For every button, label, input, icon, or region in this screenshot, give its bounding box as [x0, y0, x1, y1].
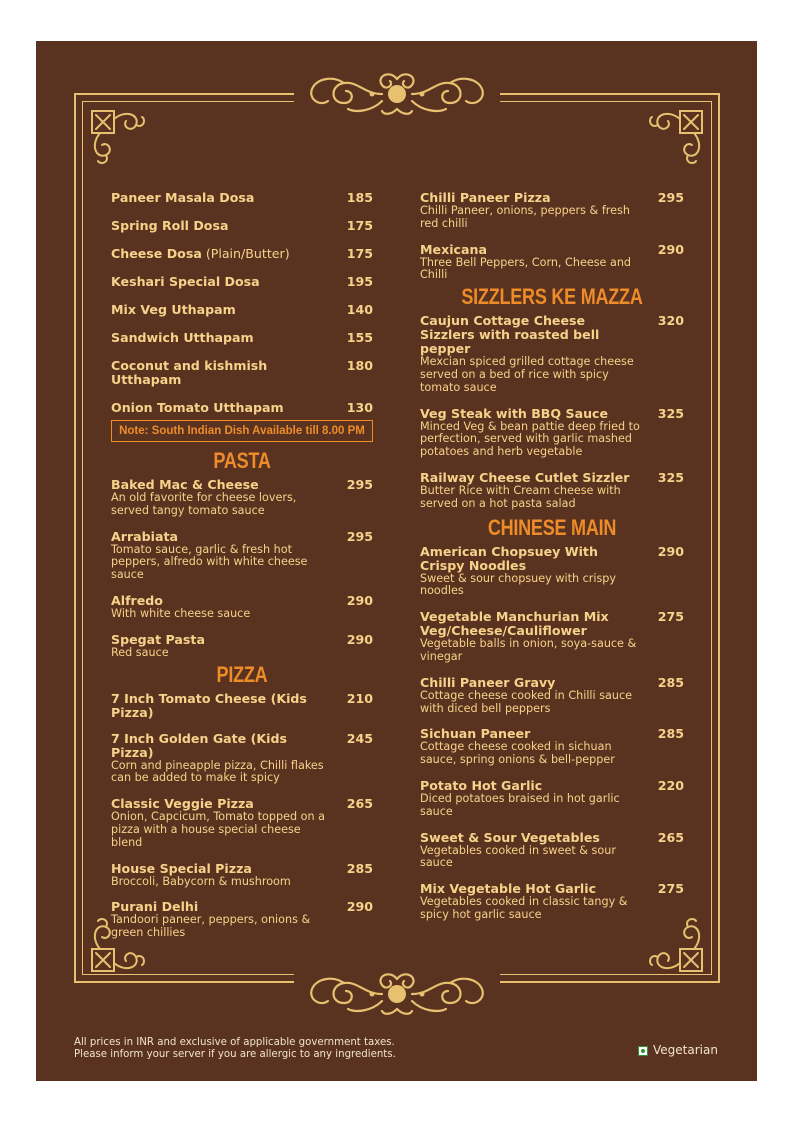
item-description: Onion, Capcicum, Tomato topped on a pizza with a house special cheese blend	[111, 810, 325, 849]
item-name: Sichuan Paneer	[420, 726, 531, 742]
scroll-ornament-top-icon	[294, 71, 500, 117]
menu-item	[420, 191, 684, 231]
item-name: Veg Steak with BBQ Sauce	[420, 405, 609, 421]
item-price: 265	[346, 796, 373, 812]
item-name: Chilli Paneer Gravy	[420, 674, 556, 690]
item-description: Corn and pineapple pizza, Chilli flakes can be added to make it spicy	[111, 758, 324, 785]
scroll-ornament-bottom-icon	[294, 971, 500, 1017]
menu-item	[111, 275, 373, 289]
item-price: 185	[346, 190, 373, 205]
item-description: Vegetables cooked in classic tangy & spicy hot garlic sauce	[420, 895, 628, 921]
item-price: 285	[657, 726, 684, 742]
section-title-pasta: PASTA	[213, 448, 271, 473]
item-price: 320	[657, 313, 684, 329]
item-price: 265	[657, 829, 684, 845]
menu-item	[420, 676, 684, 716]
corner-flourish-top-left-icon	[86, 105, 150, 169]
item-description: Sweet & sour chopsuey with crispy noodles	[420, 571, 617, 598]
menu-item	[111, 478, 373, 518]
item-description: Mexcian spiced grilled cottage cheese served on a bed of rice with spicy tomato sauce	[420, 355, 634, 394]
item-description: Tandoori paneer, peppers, onions & green chillies	[111, 913, 311, 940]
item-description: Three Bell Peppers, Corn, Cheese and Chilli	[420, 255, 632, 282]
item-name: Sandwich Utthapam	[111, 330, 254, 345]
menu-item	[420, 779, 684, 819]
item-name: Mix Vegetable Hot Garlic	[420, 881, 597, 897]
item-price: 325	[657, 405, 684, 421]
item-name: Keshari Special Dosa	[111, 274, 260, 289]
corner-flourish-top-right-icon	[644, 105, 708, 169]
item-price: 275	[657, 881, 684, 897]
section-title-pizza: PIZZA	[216, 661, 268, 687]
disclaimer-line-2: Please inform your server if you are allergic to any ingredients.	[74, 1048, 396, 1060]
item-description: Butter Rice with Cream cheese with served on a hot pasta salad	[420, 483, 621, 510]
menu-item	[420, 882, 684, 922]
item-price: 180	[346, 358, 373, 373]
item-price: 290	[346, 631, 373, 647]
vegetarian-label: Vegetarian	[653, 1043, 718, 1057]
item-description: Diced potatoes braised in hot garlic sauce	[420, 791, 620, 818]
menu-item	[420, 610, 684, 664]
item-price: 130	[346, 400, 373, 415]
item-name: 7 Inch Tomato Cheese (Kids Pizza)	[111, 690, 307, 720]
left-menu-column	[111, 191, 373, 940]
menu-page	[36, 41, 757, 1081]
section-title-chinese: CHINESE MAIN	[487, 514, 617, 540]
menu-item	[111, 692, 373, 720]
item-price: 140	[346, 302, 373, 317]
menu-item	[111, 900, 373, 940]
item-description: With white cheese sauce	[111, 606, 251, 620]
item-name: Paneer Masala Dosa	[111, 190, 255, 205]
item-price: 275	[657, 609, 684, 625]
item-name: Potato Hot Garlic	[420, 777, 543, 793]
item-price: 290	[346, 899, 373, 915]
menu-item	[111, 359, 373, 387]
item-name: American Chopsuey With Crispy Noodles	[420, 543, 598, 573]
item-name: Vegetable Manchurian Mix Veg/Cheese/Cauliflower	[420, 609, 609, 639]
menu-item	[111, 191, 373, 205]
item-name: Cheese Dosa (Plain/Butter)	[111, 246, 290, 261]
item-name: Spegat Pasta	[111, 631, 205, 647]
menu-item	[111, 331, 373, 345]
vegetarian-legend	[638, 1043, 718, 1057]
item-name: House Special Pizza	[111, 860, 252, 876]
item-description: Vegetables cooked in sweet & sour sauce	[420, 843, 616, 870]
item-price: 220	[657, 777, 684, 793]
item-description: Broccoli, Babycorn & mushroom	[111, 874, 291, 888]
item-price: 295	[346, 528, 373, 544]
item-description: Cottage cheese cooked in Chilli sauce with diced bell peppers	[420, 688, 633, 715]
item-description: Vegetable balls in onion, soya-sauce & vinegar	[420, 637, 637, 663]
section-title-sizzlers: SIZZLERS KE MAZZA	[461, 284, 643, 310]
item-description: Chilli Paneer, onions, peppers & fresh red chilli	[420, 204, 630, 230]
menu-item	[420, 545, 684, 599]
disclaimer-line-1: All prices in INR and exclusive of applicable government taxes.	[74, 1037, 395, 1048]
item-name: Classic Veggie Pizza	[111, 796, 254, 812]
menu-item	[111, 247, 373, 261]
item-price: 285	[657, 674, 684, 690]
item-name: Coconut and kishmish Utthapam	[111, 358, 268, 387]
item-price: 295	[346, 477, 373, 492]
menu-item	[420, 407, 684, 459]
item-name: Purani Delhi	[111, 899, 199, 915]
menu-item	[420, 831, 684, 871]
item-name: Mexicana	[420, 241, 487, 257]
item-price: 245	[346, 730, 373, 746]
availability-notice: Note: South Indian Dish Available till 8.00 PM	[111, 420, 373, 442]
menu-item	[111, 594, 373, 621]
item-name: Baked Mac & Cheese	[111, 477, 259, 492]
menu-item	[111, 862, 373, 889]
item-price: 325	[657, 469, 684, 485]
corner-flourish-bottom-right-icon	[644, 913, 708, 977]
menu-item	[111, 530, 373, 582]
item-description: Minced Veg & bean pattie deep fried to perfection, served with garlic mashed potatoes and herb vegetable	[420, 419, 640, 459]
item-name: Spring Roll Dosa	[111, 218, 229, 233]
item-price: 155	[346, 330, 373, 345]
item-price: 290	[346, 592, 373, 608]
item-price: 295	[657, 190, 684, 205]
item-price: 285	[346, 860, 373, 876]
item-price: 210	[346, 690, 373, 706]
menu-item	[111, 633, 373, 660]
menu-item	[111, 797, 373, 849]
item-name: Chilli Paneer Pizza	[420, 190, 551, 205]
item-name-note: (Plain/Butter)	[201, 246, 290, 261]
item-description: An old favorite for cheese lovers, served tangy tomato sauce	[111, 491, 297, 517]
item-price: 290	[657, 241, 684, 257]
menu-item	[420, 314, 684, 394]
item-price: 175	[346, 218, 373, 233]
item-name: Arrabiata	[111, 528, 179, 544]
menu-item	[111, 732, 373, 786]
menu-item	[420, 243, 684, 283]
item-description: Red sauce	[111, 645, 169, 659]
menu-item	[111, 303, 373, 317]
item-name: Railway Cheese Cutlet Sizzler	[420, 469, 630, 485]
vegetarian-icon	[638, 1046, 648, 1056]
menu-item	[111, 219, 373, 233]
item-price: 175	[346, 246, 373, 261]
item-description: Tomato sauce, garlic & fresh hot peppers, alfredo with white cheese sauce	[111, 542, 308, 582]
item-description: Cottage cheese cooked in sichuan sauce, spring onions & bell-pepper	[420, 740, 615, 767]
item-name: Onion Tomato Utthapam	[111, 400, 284, 415]
menu-item	[420, 727, 684, 767]
item-price: 195	[346, 274, 373, 289]
item-name: Alfredo	[111, 592, 163, 608]
menu-item	[111, 401, 373, 415]
item-name: Mix Veg Uthapam	[111, 302, 236, 317]
price-disclaimer	[74, 1037, 396, 1060]
item-name: 7 Inch Golden Gate (Kids Pizza)	[111, 730, 287, 760]
item-price: 290	[657, 543, 684, 559]
menu-item	[420, 471, 684, 511]
item-name: Sweet & Sour Vegetables	[420, 829, 600, 845]
item-name: Caujun Cottage Cheese Sizzlers with roasted bell pepper	[420, 313, 600, 357]
right-menu-column	[420, 191, 684, 922]
